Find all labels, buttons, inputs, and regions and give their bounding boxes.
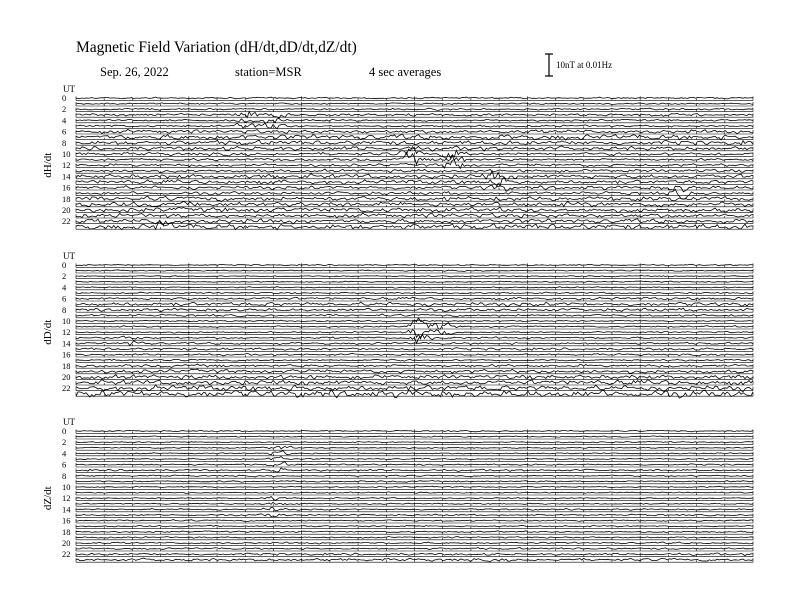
hour-label: 20 bbox=[62, 205, 71, 215]
ut-label: UT bbox=[63, 417, 75, 427]
hour-label: 14 bbox=[62, 171, 71, 182]
panel-dH-dt bbox=[42, 84, 753, 230]
chart-title: Magnetic Field Variation (dH/dt,dD/dt,dZ/dt) bbox=[76, 39, 357, 56]
panel-label: dH/dt bbox=[42, 152, 54, 178]
averaging-label: 4 sec averages bbox=[369, 65, 442, 79]
hour-label: 10 bbox=[62, 482, 71, 492]
hour-label: 12 bbox=[62, 327, 71, 338]
hour-label: 8 bbox=[62, 470, 67, 481]
hour-label: 14 bbox=[62, 504, 71, 515]
hour-label: 4 bbox=[62, 448, 67, 459]
hour-label: 6 bbox=[62, 293, 67, 304]
hour-label: 2 bbox=[62, 437, 67, 448]
hour-label: 0 bbox=[62, 93, 67, 103]
hour-label: 16 bbox=[62, 515, 71, 526]
hour-label: 18 bbox=[62, 360, 71, 371]
hour-label: 2 bbox=[62, 104, 67, 115]
hour-label: 12 bbox=[62, 493, 71, 504]
hour-label: 6 bbox=[62, 459, 67, 470]
ut-label: UT bbox=[63, 84, 75, 94]
trace-line bbox=[76, 184, 753, 192]
station-label: station=MSR bbox=[235, 65, 302, 79]
hour-label: 8 bbox=[62, 137, 67, 148]
hour-label: 22 bbox=[62, 549, 71, 560]
scale-bar-label: 10nT at 0.01Hz bbox=[556, 60, 613, 70]
hour-label: 20 bbox=[62, 538, 71, 548]
hour-label: 16 bbox=[62, 182, 71, 193]
hour-label: 0 bbox=[62, 260, 67, 270]
hour-label: 2 bbox=[62, 271, 67, 282]
hour-label: 4 bbox=[62, 282, 67, 293]
panel-label: dD/dt bbox=[42, 319, 54, 345]
hour-label: 14 bbox=[62, 338, 71, 349]
hour-label: 0 bbox=[62, 426, 67, 436]
panel-dD-dt bbox=[42, 251, 753, 398]
panel-label: dZ/dt bbox=[42, 486, 54, 511]
hour-label: 18 bbox=[62, 526, 71, 537]
ut-label: UT bbox=[63, 251, 75, 261]
hour-label: 10 bbox=[62, 316, 71, 326]
hour-label: 16 bbox=[62, 349, 71, 360]
panel-dZ-dt bbox=[42, 417, 753, 562]
hour-label: 8 bbox=[62, 304, 67, 315]
hour-label: 20 bbox=[62, 372, 71, 382]
scale-bar bbox=[545, 54, 553, 76]
hour-label: 22 bbox=[62, 383, 71, 394]
hour-label: 12 bbox=[62, 160, 71, 171]
hour-label: 6 bbox=[62, 126, 67, 137]
hour-label: 18 bbox=[62, 193, 71, 204]
hour-label: 10 bbox=[62, 149, 71, 159]
date-label: Sep. 26, 2022 bbox=[100, 65, 169, 79]
hour-label: 4 bbox=[62, 115, 67, 126]
hour-label: 22 bbox=[62, 216, 71, 227]
